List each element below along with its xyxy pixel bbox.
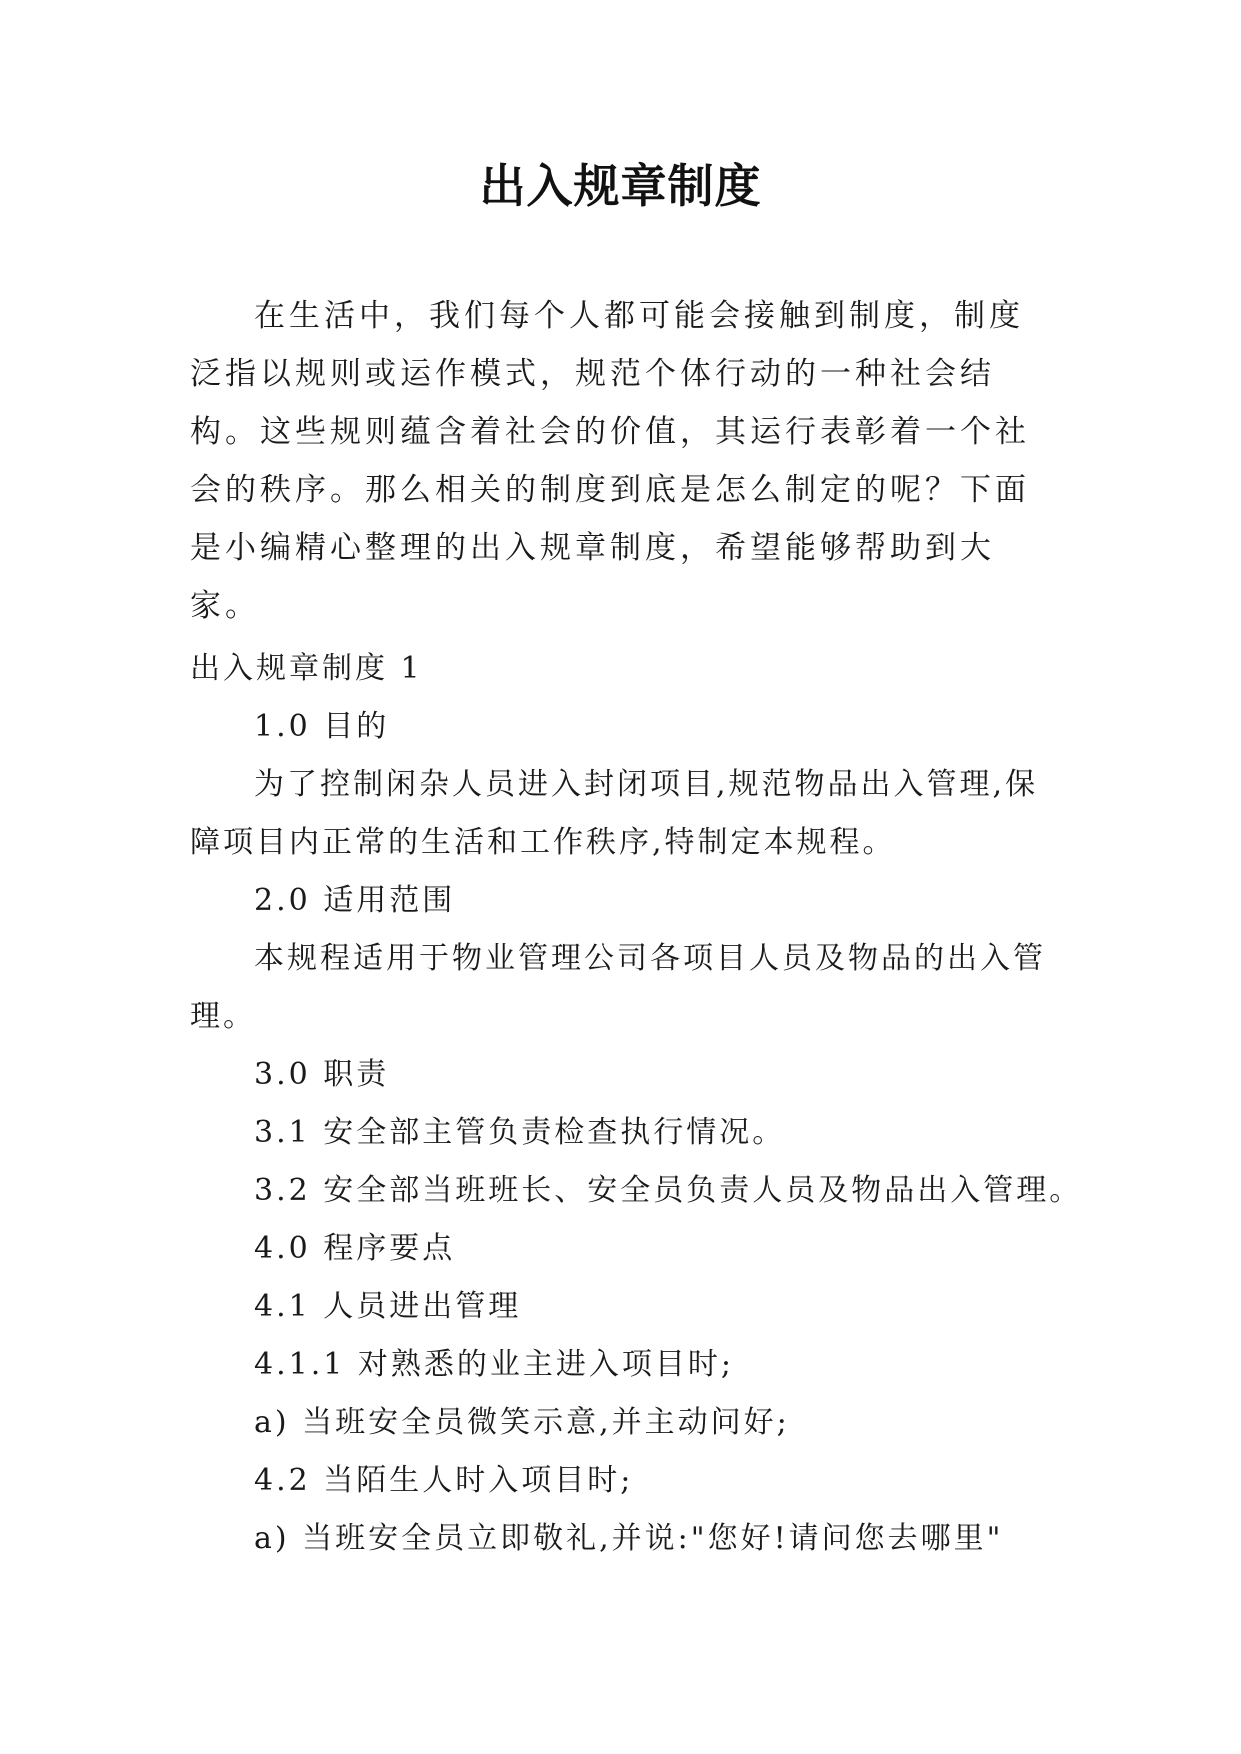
item-3-1: 3.1 安全部主管负责检查执行情况。 xyxy=(254,1115,786,1150)
item-4-2-a: a) 当班安全员立即敬礼,并说:"您好!请问您去哪里" xyxy=(254,1521,1004,1556)
item-4-1: 4.1 人员进出管理 xyxy=(254,1289,522,1324)
paragraph-purpose: 为了控制闲杂人员进入封闭项目,规范物品出入管理,保障项目内正常的生活和工作秩序,特制定本规程。 xyxy=(190,767,1039,860)
document-body xyxy=(190,640,1083,1568)
paragraph-scope: 本规程适用于物业管理公司各项目人员及物品的出入管理。 xyxy=(190,941,1046,1034)
item-4-2: 4.2 当陌生人时入项目时; xyxy=(254,1463,634,1498)
heading-procedure: 4.0 程序要点 xyxy=(254,1231,456,1266)
item-4-1-1-a: a) 当班安全员微笑示意,并主动问好; xyxy=(254,1405,790,1440)
heading-duties: 3.0 职责 xyxy=(254,1057,390,1092)
item-3-2: 3.2 安全部当班班长、安全员负责人员及物品出入管理。 xyxy=(254,1173,1083,1208)
heading-purpose: 1.0 目的 xyxy=(254,709,390,744)
heading-scope: 2.0 适用范围 xyxy=(254,883,456,918)
document-title: 出入规章制度 xyxy=(479,159,762,213)
item-4-1-1: 4.1.1 对熟悉的业主进入项目时; xyxy=(254,1347,734,1382)
intro-paragraph: 在生活中，我们每个人都可能会接触到制度，制度泛指以规则或运作模式，规范个体行动的一种社会结构。这些规则蕴含着社会的价值，其运行表彰着一个社会的秩序。那么相关的制度到底是怎么制定的呢？下面是小编精心整理的出入规章制度，希望能够帮助到大家。 xyxy=(190,298,1030,624)
section-heading: 出入规章制度 1 xyxy=(190,651,423,686)
